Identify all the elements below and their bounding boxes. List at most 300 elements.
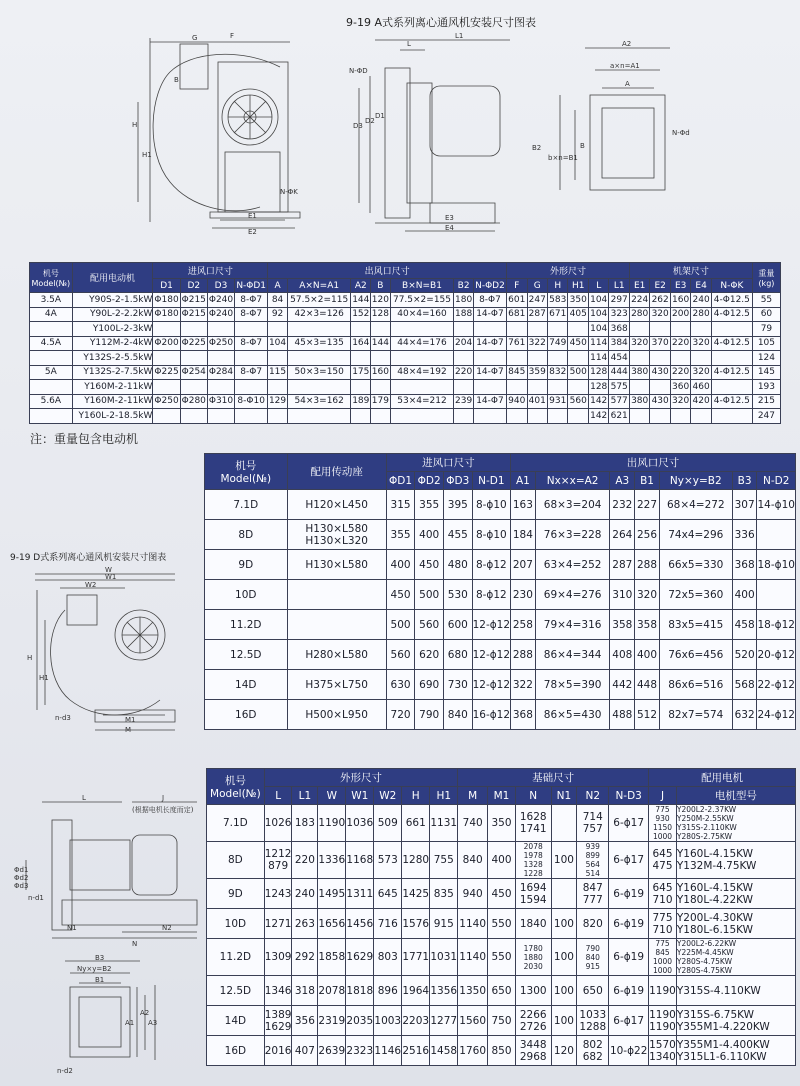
table-cell: [629, 351, 649, 366]
table-cell: Φ225: [180, 336, 207, 351]
table-cell: 14-Φ7: [473, 307, 506, 322]
table-cell: 145: [752, 365, 780, 380]
table-cell: 1346: [264, 976, 292, 1006]
table-cell: [691, 351, 711, 366]
svg-text:A: A: [625, 80, 630, 88]
table-cell: 940: [458, 879, 488, 909]
table-cell: 232: [610, 490, 635, 520]
table-cell: [235, 351, 268, 366]
table-cell: 230: [511, 580, 536, 610]
subheader-cell: W1: [346, 787, 374, 805]
table-cell: [207, 380, 234, 395]
table-cell: 400: [415, 520, 444, 550]
cell-line: 1570: [649, 1038, 676, 1051]
table-cell: 740: [458, 805, 488, 842]
table-cell: [180, 380, 207, 395]
table-cell: 220: [292, 842, 318, 879]
table-row: [205, 550, 796, 580]
model-cell: 9D: [205, 550, 288, 580]
table-cell: 620: [415, 640, 444, 670]
table-row: [30, 394, 781, 409]
table-cell: [515, 842, 551, 879]
table-cell: 1277: [430, 1006, 458, 1036]
table-cell: 14-Φ7: [473, 365, 506, 380]
table-cell: 2516: [402, 1036, 430, 1066]
table-cell: 6-ϕ19: [609, 909, 649, 939]
table-cell: 430: [650, 365, 670, 380]
cell-line: 915: [585, 961, 600, 971]
cell-line: Y200L2-2.37KW: [676, 805, 737, 814]
table-cell: 8-ϕ12: [472, 580, 510, 610]
table-cell: Φ254: [180, 365, 207, 380]
svg-text:E2: E2: [248, 228, 257, 236]
cell-line: 1000: [652, 957, 673, 966]
table-cell: 45×3=135: [287, 336, 351, 351]
table-cell: [551, 879, 577, 909]
table-cell: 160: [670, 293, 690, 308]
cell-line: 1629: [264, 1020, 292, 1033]
table-cell: 20-ϕ12: [757, 640, 796, 670]
seat-value: H130×L580: [305, 558, 368, 571]
table-cell: 1311: [346, 879, 374, 909]
table-cell: Φ250: [153, 394, 180, 409]
table-cell: 749: [548, 336, 568, 351]
table-cell: 24-ϕ12: [757, 700, 796, 730]
subheader-cell: F: [507, 279, 527, 293]
table-cell: 240: [292, 879, 318, 909]
table-cell: [629, 409, 649, 424]
subheader-cell: L: [264, 787, 292, 805]
table-row: [30, 365, 781, 380]
table-cell: [757, 580, 796, 610]
cell-line: 845: [655, 948, 670, 957]
table-cell: 215: [752, 394, 780, 409]
subheader-cell: N1: [551, 787, 577, 805]
table-cell: 600: [443, 610, 472, 640]
table-cell: [515, 909, 551, 939]
table-cell: 183: [292, 805, 318, 842]
table-cell: [390, 380, 454, 395]
table-cell: 142: [588, 409, 608, 424]
table-cell: 292: [292, 939, 318, 976]
cell-line: 2266: [519, 1008, 547, 1021]
table-cell: [235, 322, 268, 337]
table-cell: [568, 322, 588, 337]
table-cell: 115: [268, 365, 288, 380]
table-cell: 320: [635, 580, 660, 610]
table-cell: [670, 351, 690, 366]
table-cell: 1003: [374, 1006, 402, 1036]
d-col-seat: 配用传动座: [287, 454, 386, 490]
d-series-front-drawing: [25, 560, 200, 735]
table-cell: 845: [507, 365, 527, 380]
subheader-cell: E4: [691, 279, 711, 293]
cell-line: 1840: [519, 917, 547, 930]
table-cell: [650, 322, 670, 337]
svg-text:L: L: [407, 40, 411, 48]
subheader-cell: J: [649, 787, 677, 805]
table-cell: [351, 322, 371, 337]
subheader-cell: N-ΦK: [711, 279, 752, 293]
table-cell: 4-Φ12.5: [711, 307, 752, 322]
svg-text:A3: A3: [148, 1019, 158, 1027]
table-cell: 239: [454, 394, 474, 409]
table-cell: [473, 409, 506, 424]
table-cell: [691, 322, 711, 337]
table-cell: [264, 842, 292, 879]
d-series-body: [205, 490, 796, 730]
subheader-cell: W: [318, 787, 346, 805]
table-row: [207, 909, 796, 939]
table-cell: 320: [670, 394, 690, 409]
seat-cell: [287, 550, 386, 580]
table-cell: Y90L-2-2.2kW: [72, 307, 153, 322]
table-cell: 14-Φ7: [473, 394, 506, 409]
table-cell: 320: [650, 307, 670, 322]
a-series-front-drawing: [130, 22, 330, 237]
table-cell: 160: [371, 365, 391, 380]
cell-line: 710: [652, 893, 673, 906]
cell-line: 645: [652, 848, 673, 860]
cell-line: 710: [652, 923, 673, 936]
model-cell: 11.2D: [207, 939, 265, 976]
seat-value: H120×L450: [305, 498, 368, 511]
d2-col-foundation: 基础尺寸: [458, 769, 649, 787]
table-cell: 2319: [318, 1006, 346, 1036]
svg-text:A1: A1: [125, 1019, 135, 1027]
svg-text:G: G: [192, 34, 198, 42]
d-series-outlet-drawing: [55, 955, 165, 1080]
table-cell: Y160M-2-11kW: [72, 380, 153, 395]
table-cell: 128: [371, 307, 391, 322]
cell-line: 777: [582, 893, 603, 906]
table-cell: 247: [527, 293, 547, 308]
cell-line: Y355M1-4.220KW: [676, 1020, 770, 1033]
table-cell: [650, 351, 670, 366]
table-cell: 355: [386, 520, 415, 550]
table-cell: 1818: [346, 976, 374, 1006]
table-cell: [711, 380, 752, 395]
table-cell: 1309: [264, 939, 292, 976]
cell-line: 775: [655, 805, 670, 814]
table-row: [207, 879, 796, 909]
table-cell: 224: [629, 293, 649, 308]
table-cell: 22-ϕ12: [757, 670, 796, 700]
table-cell: 69×4=276: [535, 580, 610, 610]
table-cell: 53×4=212: [390, 394, 454, 409]
a-series-outlet-drawing: [530, 40, 690, 200]
table-cell: 280: [691, 307, 711, 322]
table-cell: 318: [292, 976, 318, 1006]
table-cell: 2323: [346, 1036, 374, 1066]
svg-text:B: B: [174, 76, 179, 84]
cell-line: 790: [585, 943, 600, 953]
cell-line: 820: [582, 917, 603, 930]
d-series-dim-table: [206, 768, 796, 1066]
svg-text:M: M: [125, 726, 132, 734]
subheader-cell: D2: [180, 279, 207, 293]
table-cell: [30, 409, 73, 424]
table-cell: 680: [443, 640, 472, 670]
table-cell: 1140: [458, 939, 488, 976]
table-cell: 297: [609, 293, 629, 308]
model-cell: 14D: [207, 1006, 265, 1036]
table-cell: 630: [386, 670, 415, 700]
table-cell: 840: [443, 700, 472, 730]
cell-line: 1389: [264, 1008, 292, 1021]
cell-line: 899: [585, 851, 600, 860]
table-cell: 76×3=228: [535, 520, 610, 550]
svg-text:Φd2: Φd2: [14, 874, 29, 882]
table-cell: 1425: [402, 879, 430, 909]
table-cell: 78×5=390: [535, 670, 610, 700]
table-cell: [548, 380, 568, 395]
table-cell: [351, 380, 371, 395]
subheader-cell: N-ΦD2: [475, 280, 505, 291]
table-cell: 730: [443, 670, 472, 700]
svg-text:H1: H1: [142, 151, 152, 159]
svg-text:H1: H1: [39, 674, 49, 682]
table-cell: 400: [488, 842, 516, 879]
table-cell: 322: [527, 336, 547, 351]
table-cell: 152: [351, 307, 371, 322]
cell-line: 564: [585, 860, 600, 869]
table-cell: Y90S-2-1.5kW: [72, 293, 153, 308]
table-cell: [577, 879, 609, 909]
subheader-cell: A1: [511, 472, 536, 490]
table-cell: 315: [386, 490, 415, 520]
table-cell: [649, 976, 677, 1006]
table-cell: 6-ϕ19: [609, 976, 649, 1006]
table-cell: 247: [752, 409, 780, 424]
table-cell: 179: [371, 394, 391, 409]
table-cell: 8-ϕ12: [472, 550, 510, 580]
table-cell: 184: [511, 520, 536, 550]
d-series-table: [204, 453, 796, 730]
table-cell: [287, 380, 351, 395]
table-cell: 14-ϕ10: [757, 490, 796, 520]
table-cell: 450: [386, 580, 415, 610]
d2-col-model: 机号 Model(№): [207, 769, 265, 805]
table-cell: [235, 409, 268, 424]
table-cell: 79×4=316: [535, 610, 610, 640]
table-cell: [507, 409, 527, 424]
svg-text:N: N: [132, 940, 138, 948]
table-row: [30, 409, 781, 424]
subheader-cell: B3: [732, 472, 757, 490]
subheader-cell: ΦD1: [386, 472, 415, 490]
subheader-cell: 电机型号: [676, 787, 795, 805]
table-cell: [515, 976, 551, 1006]
table-cell: 104: [588, 322, 608, 337]
table-cell: [676, 1036, 795, 1066]
d-col-inlet: 进风口尺寸: [386, 454, 510, 472]
table-cell: 240: [691, 293, 711, 308]
table-cell: [676, 1006, 795, 1036]
table-cell: 322: [511, 670, 536, 700]
table-cell: 454: [609, 351, 629, 366]
model-cell: 12.5D: [205, 640, 288, 670]
table-cell: [577, 1036, 609, 1066]
model-cell: 8D: [207, 842, 265, 879]
subheader-cell: N-D3: [609, 787, 649, 805]
table-cell: 380: [629, 365, 649, 380]
table-cell: 1280: [402, 842, 430, 879]
subheader-cell: A: [268, 279, 288, 293]
table-cell: 645: [374, 879, 402, 909]
svg-text:A2: A2: [622, 40, 632, 48]
cell-line: 1288: [579, 1020, 607, 1033]
table-cell: 68×4=272: [659, 490, 732, 520]
table-cell: Φ225: [153, 365, 180, 380]
table-cell: 55: [752, 293, 780, 308]
table-cell: 220: [670, 365, 690, 380]
table-cell: 2639: [318, 1036, 346, 1066]
table-cell: [153, 409, 180, 424]
table-cell: 350: [488, 805, 516, 842]
cell-line: Y280S-4.75KW: [676, 957, 732, 966]
cell-line: Y280S-2.75KW: [676, 832, 732, 841]
svg-text:J: J: [162, 794, 165, 802]
table-cell: 560: [568, 394, 588, 409]
table-cell: 8-ϕ10: [472, 520, 510, 550]
table-cell: 18-ϕ12: [757, 610, 796, 640]
table-cell: [649, 842, 677, 879]
table-cell: 92: [268, 307, 288, 322]
subheader-cell: N: [515, 787, 551, 805]
table-cell: Y160M-2-11kW: [72, 394, 153, 409]
table-cell: 368: [732, 550, 757, 580]
table-cell: 720: [386, 700, 415, 730]
table-cell: [649, 1036, 677, 1066]
table-cell: 164: [351, 336, 371, 351]
table-cell: [371, 409, 391, 424]
subheader-cell: N-D1: [472, 472, 510, 490]
subheader-cell: H: [548, 279, 568, 293]
svg-text:B3: B3: [95, 955, 105, 962]
table-cell: 86×4=344: [535, 640, 610, 670]
table-cell: [649, 939, 677, 976]
subheader-cell: L1: [292, 787, 318, 805]
subheader-cell: L: [588, 279, 608, 293]
model-cell: 10D: [205, 580, 288, 610]
table-row: [30, 351, 781, 366]
table-cell: Φ250: [207, 336, 234, 351]
table-cell: 1271: [264, 909, 292, 939]
table-cell: 577: [609, 394, 629, 409]
table-cell: [515, 1036, 551, 1066]
table-cell: 1495: [318, 879, 346, 909]
table-cell: 262: [650, 293, 670, 308]
table-cell: [473, 380, 506, 395]
d-col-outlet: 出风口尺寸: [511, 454, 796, 472]
table-cell: [507, 380, 527, 395]
table-cell: 500: [568, 365, 588, 380]
seat-cell: [287, 640, 386, 670]
table-cell: 63×4=252: [535, 550, 610, 580]
seat-cell: [287, 700, 386, 730]
table-cell: [676, 976, 795, 1006]
table-cell: 1356: [430, 976, 458, 1006]
table-cell: 530: [443, 580, 472, 610]
svg-text:n-d1: n-d1: [28, 894, 44, 902]
cell-line: 645: [652, 881, 673, 894]
table-cell: 358: [635, 610, 660, 640]
table-cell: 207: [511, 550, 536, 580]
table-cell: Φ215: [180, 307, 207, 322]
table-cell: Φ240: [207, 307, 234, 322]
table-cell: 128: [588, 380, 608, 395]
table-cell: [287, 351, 351, 366]
table-cell: 288: [511, 640, 536, 670]
col-model: 机号 Model(№): [30, 263, 73, 293]
table-cell: [629, 322, 649, 337]
subheader-cell: B×N=B1: [390, 279, 454, 293]
cell-line: Y315S-6.75KW: [676, 1008, 755, 1021]
table-cell: 450: [488, 879, 516, 909]
table-cell: 74x4=296: [659, 520, 732, 550]
table-cell: [390, 351, 454, 366]
cell-line: 775: [655, 939, 670, 948]
table-cell: [568, 380, 588, 395]
table-cell: 500: [415, 580, 444, 610]
table-cell: [527, 409, 547, 424]
table-cell: 4A: [30, 307, 73, 322]
table-cell: [650, 409, 670, 424]
table-cell: 400: [386, 550, 415, 580]
table-cell: 400: [732, 580, 757, 610]
table-cell: 227: [635, 490, 660, 520]
table-cell: [691, 409, 711, 424]
model-cell: 7.1D: [207, 805, 265, 842]
cell-line: 1978: [523, 851, 543, 860]
table-cell: [268, 351, 288, 366]
table-cell: Y112M-2-4kW: [72, 336, 153, 351]
table-cell: 18-ϕ10: [757, 550, 796, 580]
d2-subheader: [207, 787, 796, 805]
subheader-cell: H1: [568, 279, 588, 293]
table-cell: [649, 909, 677, 939]
svg-text:N2: N2: [162, 924, 172, 932]
table-cell: 5A: [30, 365, 73, 380]
table-cell: [30, 380, 73, 395]
cell-line: 3448: [519, 1038, 547, 1051]
svg-text:L1: L1: [455, 32, 464, 40]
table-cell: 575: [609, 380, 629, 395]
subheader-cell: E2: [650, 279, 670, 293]
svg-text:B2: B2: [532, 144, 542, 152]
subheader-cell: E3: [670, 279, 690, 293]
table-cell: 8-Φ10: [235, 394, 268, 409]
cell-line: Y280S-4.75KW: [676, 966, 732, 975]
table-cell: 189: [351, 394, 371, 409]
cell-line: 1033: [579, 1008, 607, 1021]
table-cell: 509: [374, 805, 402, 842]
table-row: [30, 307, 781, 322]
svg-text:N-ΦD: N-ΦD: [349, 67, 368, 75]
svg-text:E4: E4: [445, 224, 454, 232]
table-cell: 2203: [402, 1006, 430, 1036]
cell-line: 714: [582, 811, 603, 823]
table-cell: 405: [568, 307, 588, 322]
subheader-cell: A3: [610, 472, 635, 490]
table-cell: 220: [670, 336, 690, 351]
table-cell: [371, 322, 391, 337]
table-cell: 8-Φ7: [235, 365, 268, 380]
table-cell: 355: [415, 490, 444, 520]
table-cell: [577, 976, 609, 1006]
table-cell: [577, 805, 609, 842]
